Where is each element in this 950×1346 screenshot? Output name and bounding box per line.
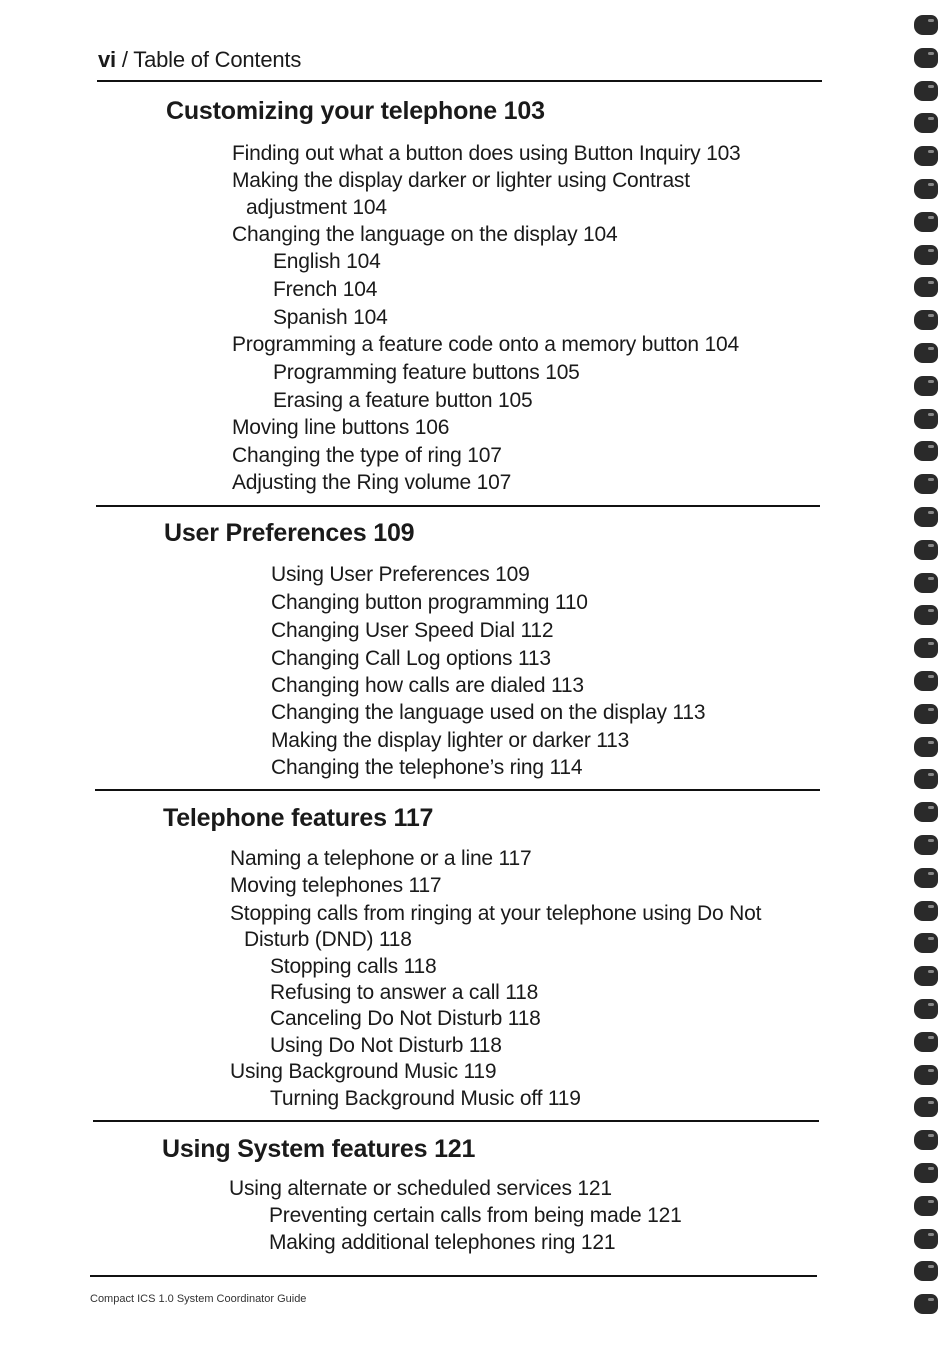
running-head-title: Table of Contents xyxy=(133,47,302,72)
toc-entry: Changing the language on the display 104 xyxy=(232,223,618,246)
binding-ring xyxy=(914,1294,938,1314)
toc-subentry: Stopping calls 118 xyxy=(270,955,437,978)
toc-entry: Using alternate or scheduled services 121 xyxy=(229,1177,612,1200)
binding-ring xyxy=(914,245,938,265)
toc-subentry: Spanish 104 xyxy=(273,306,388,329)
binding-ring xyxy=(914,1261,938,1281)
toc-subentry: English 104 xyxy=(273,250,381,273)
binding-ring xyxy=(914,277,938,297)
toc-entry: Naming a telephone or a line 117 xyxy=(230,847,532,870)
toc-subentry: Changing User Speed Dial 112 xyxy=(271,619,554,642)
running-head xyxy=(98,47,301,73)
toc-entry: Using Background Music 119 xyxy=(230,1060,497,1083)
binding-ring xyxy=(914,802,938,822)
binding-ring xyxy=(914,704,938,724)
binding-ring xyxy=(914,441,938,461)
binding-ring xyxy=(914,868,938,888)
binding-ring xyxy=(914,507,938,527)
binding-ring xyxy=(914,835,938,855)
binding-ring xyxy=(914,113,938,133)
toc-subentry: Canceling Do Not Disturb 118 xyxy=(270,1007,541,1030)
toc-subentry: Changing the language used on the display 113 xyxy=(271,701,706,724)
toc-subentry: Changing Call Log options 113 xyxy=(271,647,551,670)
binding-ring xyxy=(914,737,938,757)
binding-ring xyxy=(914,671,938,691)
binding-ring xyxy=(914,310,938,330)
toc-entry-continuation: adjustment 104 xyxy=(246,196,387,219)
binding-ring xyxy=(914,1130,938,1150)
toc-subentry: Programming feature buttons 105 xyxy=(273,361,580,384)
binding-ring xyxy=(914,81,938,101)
toc-subentry: Refusing to answer a call 118 xyxy=(270,981,539,1004)
toc-subentry: Making additional telephones ring 121 xyxy=(269,1231,616,1254)
footer-rule xyxy=(90,1275,817,1277)
toc-subentry: French 104 xyxy=(273,278,378,301)
binding-ring xyxy=(914,146,938,166)
footer-text: Compact ICS 1.0 System Coordinator Guide xyxy=(90,1293,307,1305)
section-title-system-features: Using System features 121 xyxy=(162,1135,476,1163)
section-rule xyxy=(95,789,820,791)
binding-ring xyxy=(914,376,938,396)
toc-entry: Moving telephones 117 xyxy=(230,874,442,897)
binding-ring xyxy=(914,966,938,986)
binding-ring xyxy=(914,901,938,921)
toc-entry: Stopping calls from ringing at your telephone using Do Not xyxy=(230,902,762,925)
toc-subentry: Turning Background Music off 119 xyxy=(270,1087,581,1110)
toc-subentry: Changing the telephone’s ring 114 xyxy=(271,756,583,779)
toc-entry: Adjusting the Ring volume 107 xyxy=(232,471,512,494)
section-rule xyxy=(93,1120,819,1122)
toc-subentry: Changing how calls are dialed 113 xyxy=(271,674,584,697)
section-title-user-preferences: User Preferences 109 xyxy=(164,519,415,547)
binding-ring xyxy=(914,1196,938,1216)
toc-subentry: Using Do Not Disturb 118 xyxy=(270,1034,502,1057)
binding-ring xyxy=(914,769,938,789)
binding-ring xyxy=(914,1229,938,1249)
toc-entry-continuation: Disturb (DND) 118 xyxy=(244,928,412,951)
toc-subentry: Using User Preferences 109 xyxy=(271,563,530,586)
spiral-binding xyxy=(914,10,942,1340)
toc-subentry: Erasing a feature button 105 xyxy=(273,389,533,412)
binding-ring xyxy=(914,1032,938,1052)
toc-entry: Finding out what a button does using Button Inquiry 103 xyxy=(232,142,741,165)
section-title-telephone-features: Telephone features 117 xyxy=(163,804,434,832)
binding-ring xyxy=(914,343,938,363)
binding-ring xyxy=(914,933,938,953)
header-rule xyxy=(97,80,822,82)
binding-ring xyxy=(914,1163,938,1183)
binding-ring xyxy=(914,474,938,494)
section-rule xyxy=(96,505,820,507)
binding-ring xyxy=(914,573,938,593)
binding-ring xyxy=(914,409,938,429)
binding-ring xyxy=(914,15,938,35)
binding-ring xyxy=(914,212,938,232)
running-head-separator: / xyxy=(115,47,134,72)
toc-entry: Changing the type of ring 107 xyxy=(232,444,502,467)
binding-ring xyxy=(914,605,938,625)
toc-entry: Programming a feature code onto a memory button 104 xyxy=(232,333,739,356)
section-title-customizing: Customizing your telephone 103 xyxy=(166,97,545,125)
binding-ring xyxy=(914,1097,938,1117)
binding-ring xyxy=(914,999,938,1019)
toc-subentry: Preventing certain calls from being made 121 xyxy=(269,1204,682,1227)
page-number-roman: vi xyxy=(98,47,116,72)
toc-subentry: Making the display lighter or darker 113 xyxy=(271,729,630,752)
toc-subentry: Changing button programming 110 xyxy=(271,591,588,614)
binding-ring xyxy=(914,1065,938,1085)
binding-ring xyxy=(914,179,938,199)
toc-entry: Making the display darker or lighter using Contrast xyxy=(232,169,690,192)
binding-ring xyxy=(914,540,938,560)
toc-entry: Moving line buttons 106 xyxy=(232,416,450,439)
binding-ring xyxy=(914,638,938,658)
binding-ring xyxy=(914,48,938,68)
